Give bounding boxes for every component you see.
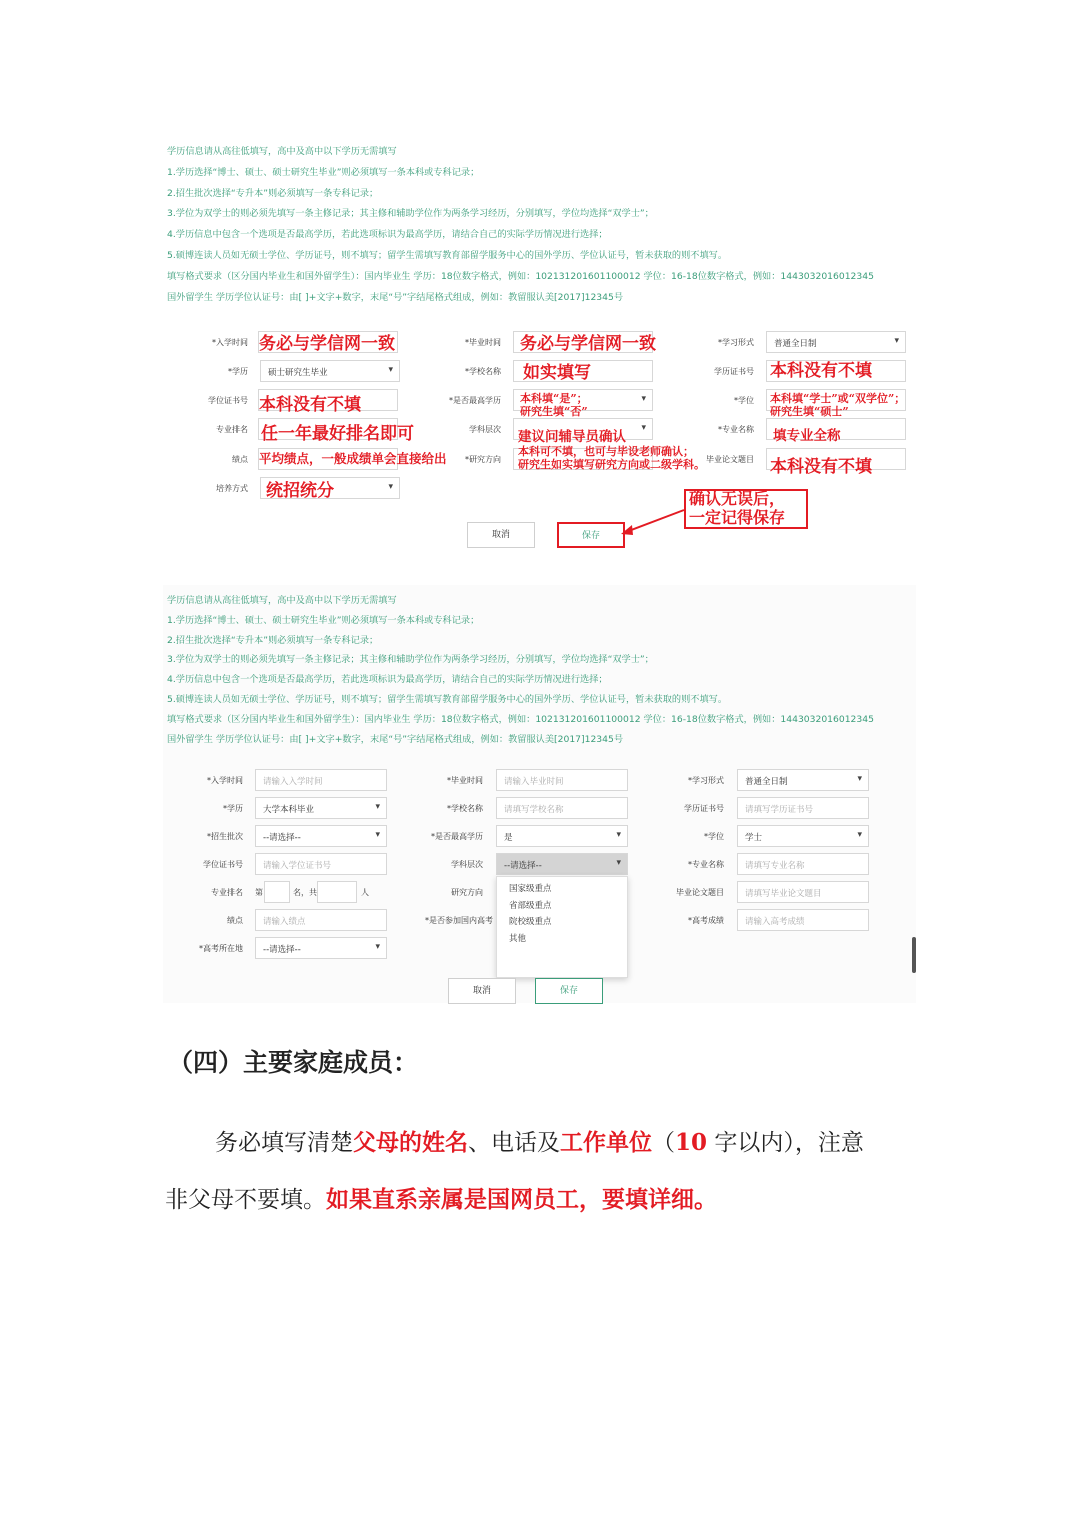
instruction-line: 1.学历选择“博士、硕士、硕士研究生毕业”则必须填写一条本科或专科记录； [167, 614, 480, 626]
cancel-button[interactable]: 取消 [448, 978, 516, 1004]
annotation-degree-line: 本科填“学士”或“双学位”； [770, 392, 906, 405]
training-label: 培养方式 [216, 484, 248, 493]
research-label: *研究方向 [465, 455, 501, 464]
annotation-gpa: 平均绩点，一般成绩单会直接给出 [259, 451, 447, 466]
annotation-discipline: 建议问辅导员确认 [518, 429, 626, 445]
gpa-label: 绩点 [227, 916, 243, 925]
study-form-select[interactable]: 普通全日制 ▾ [766, 331, 906, 353]
major-rank-label: 专业排名 [216, 425, 248, 434]
instruction-line: 5.硕博连读人员如无硕士学位、学历证号，则不填写；留学生需填写教育部留学服务中心的国外学历、学位认证号，暂未获取的则不填写。 [167, 249, 728, 261]
research-label: 研究方向 [451, 888, 483, 897]
annotation-save-line: 确认无误后， [689, 489, 786, 508]
scrollbar[interactable] [912, 937, 916, 973]
rank-total-input[interactable] [317, 881, 357, 903]
dropdown-option[interactable]: 其他 [509, 933, 527, 944]
instruction-line: 3.学位为双学士的则必须先填写一条主修记录；其主修和辅助学位作为两条学习经历，分别填写，学位均选择“双学士”； [167, 654, 654, 666]
text: 非父母不要填。 [165, 1187, 326, 1213]
annotation-edu-cert: 本科没有不填 [770, 361, 872, 381]
dropdown-option[interactable]: 省部级重点 [509, 900, 552, 911]
instruction-line: 3.学位为双学士的则必须先填写一条主修记录；其主修和辅助学位作为两条学习经历，分别填写，学位均选择“双学士”； [167, 208, 654, 220]
instruction-line: 2.招生批次选择“专升本”则必须填写一条专科记录； [167, 187, 379, 199]
annotation-highest-line: 研究生填“否” [520, 405, 588, 418]
edu-cert-label: 学历证书号 [714, 367, 754, 376]
dropdown-option[interactable]: 院校级重点 [509, 917, 552, 927]
rank-suffix: 人 [361, 888, 369, 897]
entry-time-label: *入学时间 [212, 338, 248, 347]
annotation-major-name: 填专业全称 [773, 428, 841, 444]
instruction-line: 2.招生批次选择“专升本”则必须填写一条专科记录； [167, 634, 379, 646]
instruction-line: 5.硕博连读人员如无硕士学位、学历证号，则不填写；留学生需填写教育部留学服务中心的国外学历、学位认证号，暂未获取的则不填写。 [167, 693, 728, 705]
exam-score-input[interactable]: 请输入高考成绩 [737, 909, 869, 931]
degree-cert-label: 学位证书号 [208, 396, 248, 405]
annotation-grad-time: 务必与学信网一致 [520, 334, 656, 354]
major-name-label: *专业名称 [688, 860, 724, 869]
annotation-degree [770, 392, 905, 418]
instruction-line: 4.学历信息中包含一个选项是否最高学历，若此选项标识为最高学历，请结合自己的实际学历情况进行选择； [167, 674, 608, 686]
education-label: *学历 [228, 367, 248, 376]
annotation-entry-time: 务必与学信网一致 [259, 334, 395, 354]
study-form-select[interactable]: 普通全日制 ▾ [737, 769, 869, 791]
major-name-input[interactable]: 请填写专业名称 [737, 853, 869, 875]
thesis-input[interactable]: 请填写毕业论文题目 [737, 881, 869, 903]
section-heading: （四）主要家庭成员： [168, 1048, 419, 1077]
highlight-text: 10 [675, 1129, 708, 1156]
rank-position-input[interactable] [264, 881, 290, 903]
save-button[interactable]: 保存 [557, 522, 625, 548]
instruction-line: 4.学历信息中包含一个选项是否最高学历，若此选项标识为最高学历，请结合自己的实际学历情况进行选择； [167, 229, 608, 241]
instruction-line: 学历信息请从高往低填写，高中及高中以下学历无需填写 [167, 146, 397, 157]
grad-time-label: *毕业时间 [447, 776, 483, 785]
dropdown-option[interactable]: 国家级重点 [509, 884, 552, 894]
instruction-line: 学历信息请从高往低填写，高中及高中以下学历无需填写 [167, 595, 397, 606]
text: 、电话及 [468, 1130, 560, 1156]
gpa-input[interactable]: 请输入绩点 [255, 909, 387, 931]
discipline-select[interactable]: --请选择-- ▾ [496, 853, 628, 875]
annotation-save [689, 489, 785, 527]
instruction-line: 国外留学生 学历学位认证号：由[ ]+文字+数字，末尾“号”字结尾格式组成，例如：教留服认美[2017]12345号 [167, 291, 624, 303]
annotation-degree-cert: 本科没有不填 [259, 395, 361, 415]
major-name-label: *专业名称 [718, 425, 754, 434]
study-form-label: *学习形式 [718, 338, 754, 347]
annotation-school-name: 如实填写 [523, 363, 591, 383]
gpa-label: 绩点 [232, 455, 248, 464]
annotation-save-line: 一定记得保存 [689, 508, 786, 527]
annotation-training: 统招统分 [266, 481, 334, 501]
text: （ [652, 1130, 675, 1156]
annotation-highest [520, 392, 588, 418]
grad-time-input[interactable]: 请输入毕业时间 [496, 769, 628, 791]
thesis-label: 毕业论文题目 [676, 888, 724, 897]
discipline-dropdown [496, 876, 628, 978]
degree-label: *学位 [734, 396, 754, 405]
study-form-label: *学习形式 [688, 776, 724, 785]
cancel-button[interactable]: 取消 [467, 522, 535, 548]
discipline-label: 学科层次 [451, 860, 483, 869]
exam-place-select[interactable]: --请选择-- ▾ [255, 937, 387, 959]
domestic-exam-label: *是否参加国内高考 [425, 916, 493, 925]
degree-label: *学位 [704, 832, 724, 841]
text: 字以内），注意 [707, 1130, 864, 1156]
major-rank-label: 专业排名 [211, 888, 243, 897]
instruction-line: 填写格式要求（区分国内毕业生和国外留学生）：国内毕业生 学历：18位数字格式，例如：102131201601100012 学位：16-18位数字格式，例如：1443032016012345 [167, 713, 874, 725]
education-select[interactable]: 大学本科毕业 ▾ [255, 797, 387, 819]
entry-time-label: *入学时间 [207, 776, 243, 785]
annotation-major-rank: 任一年最好排名即可 [261, 424, 414, 444]
edu-cert-label: 学历证书号 [684, 804, 724, 813]
exam-place-label: *高考所在地 [199, 944, 243, 953]
education-form-annotated [163, 136, 916, 568]
highest-label: *是否最高学历 [449, 396, 501, 405]
save-button[interactable]: 保存 [535, 978, 603, 1004]
highlight-text: 工作单位 [560, 1129, 652, 1156]
education-label: *学历 [223, 804, 243, 813]
paragraph-line-2 [165, 1181, 717, 1214]
rank-mid: 名，共 [293, 888, 317, 897]
education-select[interactable]: 硕士研究生毕业 ▾ [260, 360, 400, 382]
text: 务必填写清楚 [215, 1130, 353, 1156]
annotation-arrow-icon [618, 508, 688, 538]
batch-label: *招生批次 [207, 832, 243, 841]
rank-prefix: 第 [255, 888, 263, 897]
highest-label: *是否最高学历 [431, 832, 483, 841]
instruction-line: 填写格式要求（区分国内毕业生和国外留学生）：国内毕业生 学历：18位数字格式，例如：102131201601100012 学位：16-18位数字格式，例如：1443032016012345 [167, 270, 874, 282]
grad-time-label: *毕业时间 [465, 338, 501, 347]
highlight-text: 如果直系亲属是国网员工，要填详细。 [326, 1186, 717, 1213]
annotation-research [518, 445, 705, 471]
annotation-highest-line: 本科填“是”； [520, 392, 588, 405]
batch-select[interactable]: --请选择-- ▾ [255, 825, 387, 847]
annotation-research-line: 研究生如实填写研究方向或二级学科。 [518, 458, 705, 471]
instructions [167, 591, 912, 749]
exam-score-label: *高考成绩 [688, 916, 724, 925]
annotation-thesis: 本科没有不填 [770, 457, 872, 477]
paragraph-line-1 [215, 1124, 864, 1157]
education-form-blank [163, 585, 916, 1003]
thesis-label: 毕业论文题目 [706, 455, 754, 464]
instruction-line: 1.学历选择“博士、硕士、硕士研究生毕业”则必须填写一条本科或专科记录； [167, 166, 480, 178]
school-name-input[interactable]: 请填写学校名称 [496, 797, 628, 819]
annotation-research-line: 本科可不填，也可与毕设老师确认； [518, 445, 694, 458]
instructions [167, 142, 912, 308]
highlight-text: 父母的姓名 [353, 1129, 468, 1156]
school-name-label: *学校名称 [447, 804, 483, 813]
entry-time-input[interactable]: 请输入入学时间 [255, 769, 387, 791]
annotation-degree-line: 研究生填“硕士” [770, 405, 849, 418]
degree-cert-label: 学位证书号 [203, 860, 243, 869]
degree-select[interactable]: 学士 ▾ [737, 825, 869, 847]
highest-select[interactable]: 是 ▾ [496, 825, 628, 847]
instruction-line: 国外留学生 学历学位认证号：由[ ]+文字+数字，末尾“号”字结尾格式组成，例如：教留服认美[2017]12345号 [167, 733, 624, 745]
school-name-label: *学校名称 [465, 367, 501, 376]
edu-cert-input[interactable]: 请填写学历证书号 [737, 797, 869, 819]
degree-cert-input[interactable]: 请输入学位证书号 [255, 853, 387, 875]
discipline-label: 学科层次 [469, 425, 501, 434]
